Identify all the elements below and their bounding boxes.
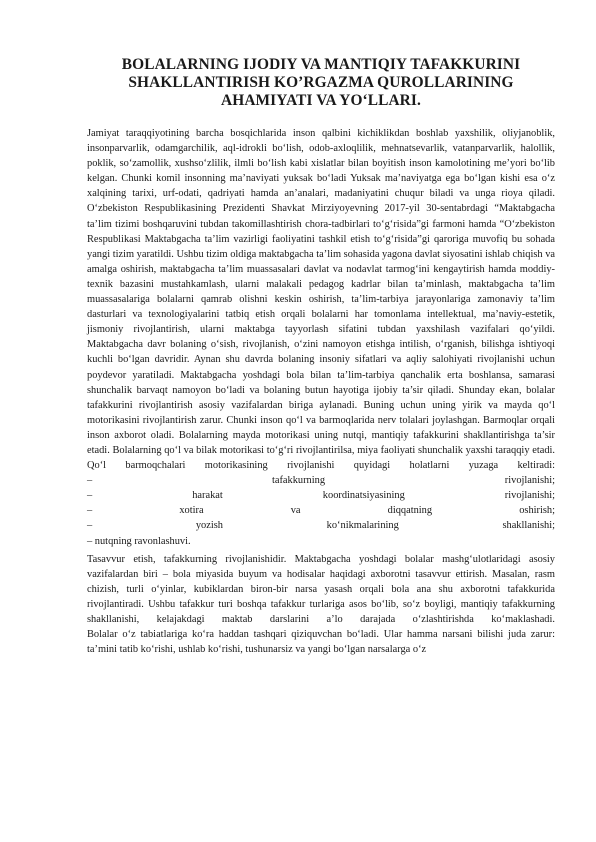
list-item: – tafakkurning rivojlanishi; [87,475,555,487]
paragraph-values: Jamiyat taraqqiyotining barcha bosqichlarida inson qalbini kichiklikdan boshlab yaxshilik, oliyjanoblik, insonparvarlik, odamgarchilik, aql-idrokli bo‘lish, odob-axloqlilik, mehnatsevarlik, vatanparvarlik, halollik, poklik, so‘zamollik, xushso‘zlilik, ilmli bo‘lish kabi xislatlar bilan boyitish inson kamolotining me’yori bo‘lib kelgan. Chunki komil insonning ma’naviyati yuksak bo‘ladi Yuksak ma’naviyatga ega bo‘lgan kishi esa o‘z xalqining tarixi, urf-odati, qadriyati hamda an’analari, madaniyatini chuqur biladi va unga rioya qiladi. [87,128,555,200]
list-intro: Qo‘l barmoqchalari motorikasining rivojlanishi quyidagi holatlarni yuzaga keltiradi: [87,460,555,472]
list-item: – xotira va diqqatning oshirish; [87,505,555,517]
paragraph-decree: O‘zbekiston Respublikasining Prezidenti Shavkat Mirziyoyevning 2017-yil 30-sentabrdagi “Maktabgacha ta’lim tizimi boshqaruvini tubdan takomillashtirish chora-tadbirlari to‘g‘risida”gi farmoni hamda “O‘zbekiston Respublikasi Maktabgacha ta’lim vazirligi faoliyatini tashkil etish to‘g‘risida”gi qaroriga muvofiq bu sohada yangi tizim yaratildi. Ushbu tizim oldiga maktabgacha ta’lim sohasida yagona davlat siyosatini ishlab chiqish va amalga oshirish, maktabgacha ta’lim muassasalari davlat va nodavlat tarmog‘ini kengaytirish hamda moddiy-texnik bazasini mustahkamlash, ularni malakali pedagog kadrlar bilan ta’minlash, maktabgacha ta’lim muassasalariga bolalarni qamrab olishni keskin oshirish, ta’lim-tarbiya jarayonlariga zamonaviy ta’lim dasturlari va texnologiyalarini tatbiq etish orqali bolalarni har tomonlama intellektual, ma’naviy-estetik, jismoniy rivojlantirish, ularni maktabga tayyorlash sifatini tubdan yaxshilash vazifalari qo‘yildi. [87,203,555,336]
list-item: – yozish ko‘nikmalarining shakllanishi; [87,520,555,532]
paragraph-curiosity: Bolalar o‘z tabiatlariga ko‘ra haddan tashqari qiziquvchan bo‘ladi. Ular hamma narsani bilishi juda zarur: ta’mini tatib ko‘rishi, ushlab ko‘rishi, tushunarsiz va yangi bo‘lgan narsalarga o‘z [87,629,555,656]
list-item: – nutqning ravonlashuvi. [87,535,191,547]
paragraph-preschool-age: Maktabgacha davr bolaning o‘sish, rivojlanish, o‘zini namoyon etishga intilish, o‘rganish, bilishga ishtiyoqi kuchli bo‘lgan davridir. Aynan shu davrda bolaning insoniy sifatlari va aqliy salohiyati rivojlanishi uchun poydevor yaratiladi. Maktabgacha yoshdagi bola bilan ta’lim-tarbiya qanchalik erta boshlansa, samarasi shunchalik barvaqt namoyon bo‘ladi va bolaning butun hayotiga ijobiy ta’sir qiladi. Shunday ekan, bolalar tafakkurini rivojlantirish asosiy vazifalardan biriga aylanadi. Buning uchun uning yirik va mayda qo‘l motorikasini rivojlantirish zarur. Chunki inson qo‘l va barmoqlarida nerv tolalari joylashgan. Barmoqlar orqali inson axborot oladi. Bolalarning mayda motorikasi uning nutqi, mantiqiy tafakkurini shakllantirishga ta’sir etadi. Bolalarning qo‘l va bilak motorikasi to‘g‘ri rivojlantirilsa, miya faoliyati shunchalik yaxshi taraqqiy etadi. [87,339,555,456]
list-item: – harakat koordinatsiyasining rivojlanishi; [87,490,555,502]
document-body [87,126,555,657]
paragraph-imagination: Tasavvur etish, tafakkurning rivojlanishidir. Maktabgacha yoshdagi bolalar mashg‘ulotlaridagi asosiy vazifalardan biri – bola miyasida buyum va hodisalar haqidagi axborotni tasavvur ettirish. Masalan, rasm chizish, turli o‘yinlar, kubiklardan biron-bir narsa yasash orqali bola ana shu axborotni tafakkurida rivojlantiradi. Ushbu tafakkur turi boshqa tafakkur turlariga asos bo‘lib, so‘z boyligi, mantiqiy tafakkurning shakllanishi, kelajakdagi maktab darslarini a’lo darajada o‘zlashtirishda ko‘maklashadi. [87,553,555,625]
document-title: BOLALARNING IJODIY VA MANTIQIY TAFAKKURINI SHAKLLANTIRISH KO’RGAZMA QUROLLARINING AHAMIYATI VA YO‘LLARI. [121,56,521,109]
